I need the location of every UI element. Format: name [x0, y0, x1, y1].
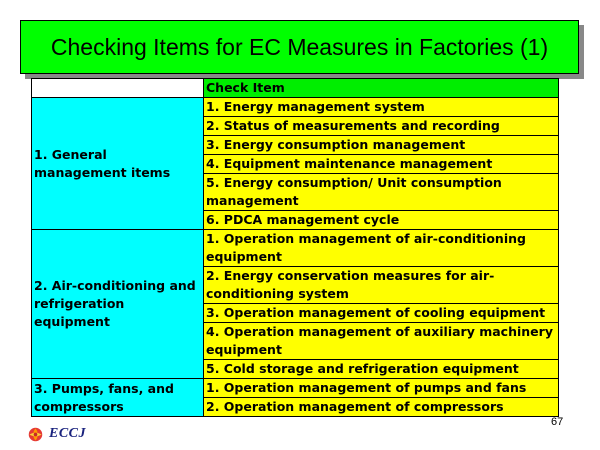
check-item: 1. Energy management system — [204, 98, 559, 117]
title-box — [20, 20, 579, 74]
eccj-logo-text: ECCJ — [49, 426, 87, 441]
category-air-conditioning: 2. Air-conditioning and refrigeration equipment — [32, 230, 204, 379]
table-row — [32, 230, 559, 267]
check-item: 5. Cold storage and refrigeration equipment — [204, 360, 559, 379]
page-number: 67 — [551, 416, 564, 428]
page-title: Checking Items for EC Measures in Factories (1) — [50, 33, 549, 60]
check-item-header: Check Item — [204, 79, 559, 98]
check-item: 2. Operation management of compressors — [204, 398, 559, 417]
check-item: 2. Energy conservation measures for air-conditioning system — [204, 267, 559, 304]
check-item: 4. Equipment maintenance management — [204, 155, 559, 174]
check-item: 2. Status of measurements and recording — [204, 117, 559, 136]
check-item: 6. PDCA management cycle — [204, 211, 559, 230]
check-item: 1. Operation management of pumps and fans — [204, 379, 559, 398]
eccj-logo-icon — [28, 427, 43, 442]
check-item: 3. Operation management of cooling equipment — [204, 304, 559, 323]
check-item: 3. Energy consumption management — [204, 136, 559, 155]
table-corner-cell — [32, 79, 204, 98]
check-item: 5. Energy consumption/ Unit consumption management — [204, 174, 559, 211]
table-header-row — [32, 79, 559, 98]
category-pumps-fans-compressors: 3. Pumps, fans, and compressors — [32, 379, 204, 417]
check-item: 4. Operation management of auxiliary machinery equipment — [204, 323, 559, 360]
category-general-management: 1. General management items — [32, 98, 204, 230]
check-item: 1. Operation management of air-conditioning equipment — [204, 230, 559, 267]
table-row — [32, 379, 559, 398]
table-row — [32, 98, 559, 117]
eccj-logo — [28, 426, 86, 442]
check-items-table — [31, 78, 559, 417]
